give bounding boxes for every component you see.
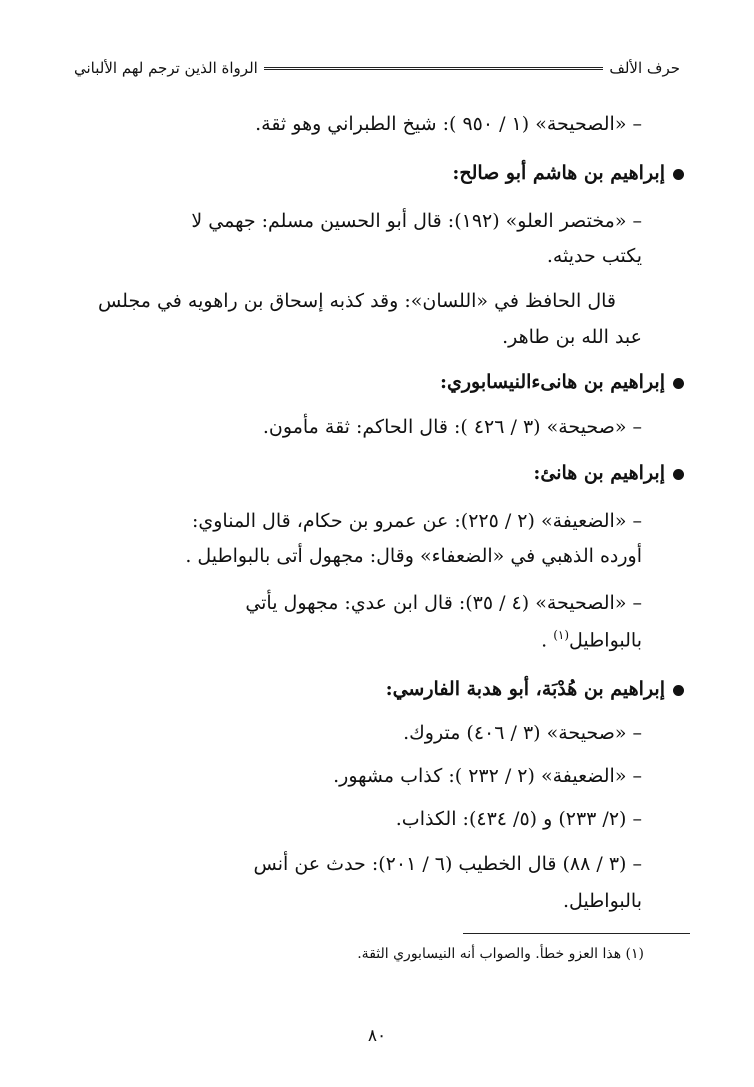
footnote-separator — [463, 933, 690, 934]
bullet-icon — [673, 469, 684, 480]
full-stop: . — [541, 629, 554, 652]
citation-continuation: أورده الذهبي في «الضعفاء» وقال: مجهول أتى بالبواطيل . — [185, 545, 642, 567]
entry-heading — [70, 162, 684, 184]
entry-heading — [70, 678, 684, 700]
section-name: حرف الألف — [609, 59, 680, 77]
citation-continuation: يكتب حديثه. — [546, 245, 642, 267]
body-line: قال الحافظ في «اللسان»: وقد كذبه إسحاق بن راهويه في مجلس — [97, 290, 616, 312]
bullet-icon — [673, 378, 684, 389]
page-number: ٨٠ — [367, 1026, 387, 1046]
citation-line: – «الصحيحة» (١ / ٩٥٠ ): شيخ الطبراني وهو ثقة. — [255, 113, 642, 135]
citation-line: – «الصحيحة» (٤ / ٣٥): قال ابن عدي: مجهول يأتي — [245, 592, 642, 614]
entry-heading — [70, 371, 684, 393]
bullet-icon — [673, 169, 684, 180]
footnote-reference: (١) — [553, 628, 570, 642]
footnote: (١) هذا العزو خطأ. والصواب أنه النيسابوري الثقة. — [357, 946, 644, 962]
header-double-rule — [264, 67, 604, 70]
citation-line: – «الضعيفة» (٢ / ٢٣٢ ): كذاب مشهور. — [333, 765, 642, 787]
entry-heading-text: إبراهيم بن هاشم أبو صالح: — [452, 162, 665, 184]
citation-continuation — [72, 628, 642, 652]
citation-line: – «الضعيفة» (٢ / ٢٢٥): عن عمرو بن حكام، قال المناوي: — [191, 510, 642, 532]
citation-line: – «مختصر العلو» (١٩٢): قال أبو الحسين مسلم: جهمي لا — [191, 210, 642, 232]
citation-line: – «صحيحة» (٣ / ٤٢٦ ): قال الحاكم: ثقة مأمون. — [262, 416, 642, 438]
entry-heading-text: إبراهيم بن هُدْبَة، أبو هدبة الفارسي: — [385, 678, 665, 700]
entry-heading-text: إبراهيم بن هانئ: — [533, 462, 665, 484]
running-header — [68, 56, 686, 80]
entry-heading-text: إبراهيم بن هانىءالنيسابوري: — [439, 371, 665, 393]
entry-heading — [70, 462, 684, 484]
citation-line: – «صحيحة» (٣ / ٤٠٦) متروك. — [403, 722, 642, 744]
body-line: عبد الله بن طاهر. — [502, 326, 642, 348]
continuation-text: بالبواطيل — [569, 629, 642, 652]
bullet-icon — [673, 685, 684, 696]
citation-continuation: بالبواطيل. — [563, 890, 642, 912]
book-title: الرواة الذين ترجم لهم الألباني — [74, 59, 258, 77]
citation-line: – (٢/ ٢٣٣) و (٥/ ٤٣٤): الكذاب. — [395, 808, 642, 830]
citation-line: – (٣ / ٨٨) قال الخطيب (٦ / ٢٠١): حدث عن أنس — [253, 853, 642, 875]
